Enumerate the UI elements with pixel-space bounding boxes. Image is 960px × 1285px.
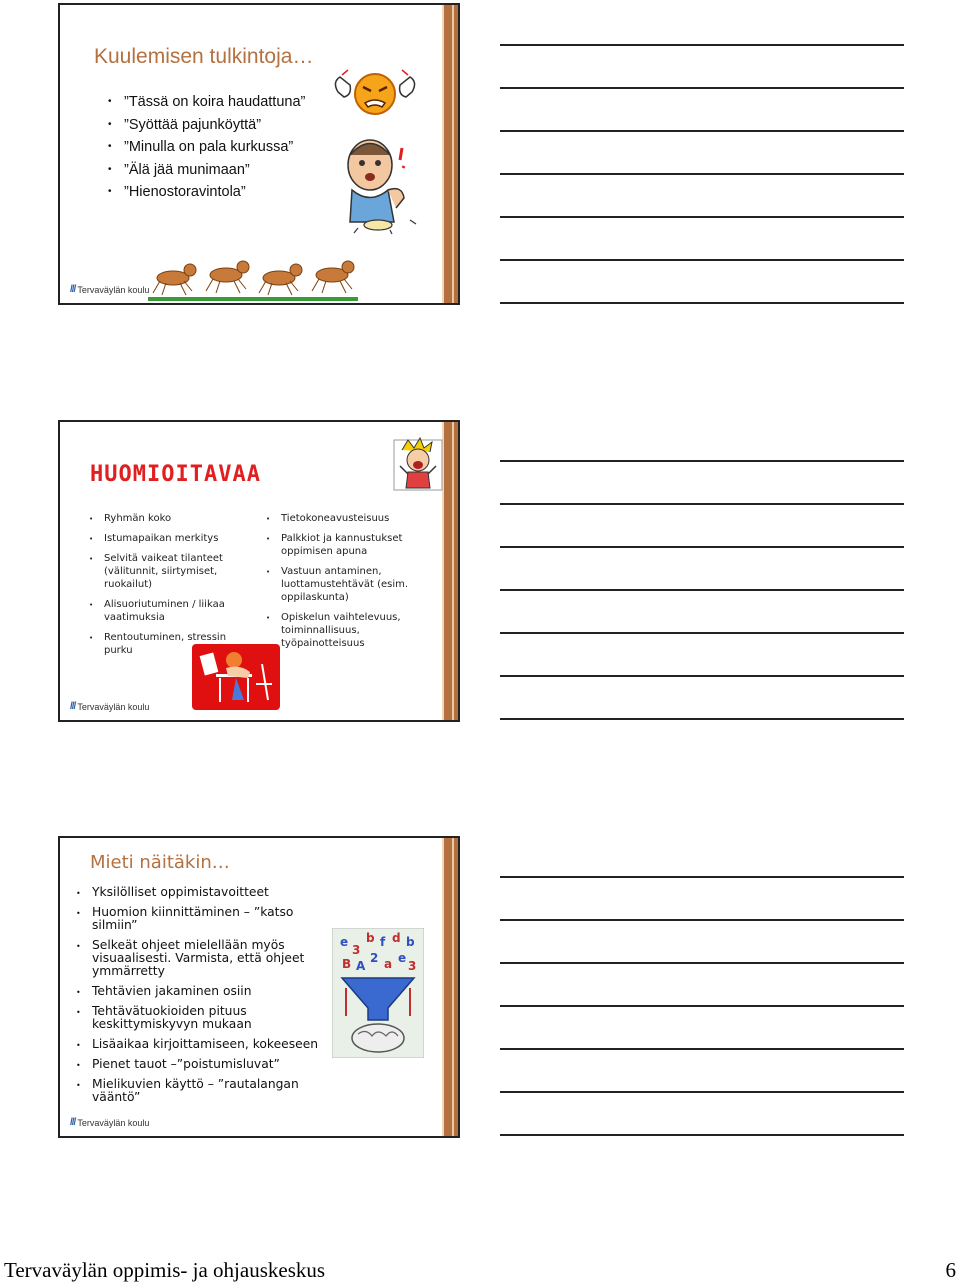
slide-stripe xyxy=(442,422,458,720)
list-item: • Alisuoriutuminen / liikaa vaatimuksia xyxy=(88,598,238,624)
svg-text:3: 3 xyxy=(408,959,417,973)
slide-2 xyxy=(58,420,460,722)
list-item: • ”Minulla on pala kurkussa” xyxy=(108,136,305,159)
list-item: • ”Syöttää pajunköyttä” xyxy=(108,114,305,137)
list-item: • Lisäaikaa kirjoittamiseen, kokeeseen xyxy=(76,1038,326,1051)
svg-text:e: e xyxy=(398,951,407,965)
list-item: • Vastuun antaminen, luottamustehtävät (esim. oppilaskunta) xyxy=(265,565,430,604)
svg-text:2: 2 xyxy=(370,951,379,965)
bullet-list xyxy=(76,886,326,1111)
svg-text:B: B xyxy=(342,957,352,971)
bullet-list xyxy=(108,91,305,204)
angry-face-illustration xyxy=(330,67,420,127)
list-item: • Rentoutuminen, stressin purku xyxy=(88,631,238,657)
slide-title: HUOMIOITAVAA xyxy=(90,462,261,487)
logo-icon: /// xyxy=(70,1117,76,1128)
list-item: • ”Älä jää munimaan” xyxy=(108,159,305,182)
svg-text:a: a xyxy=(384,957,393,971)
logo-icon: /// xyxy=(70,284,76,295)
logo-icon: /// xyxy=(70,701,76,712)
slide-1 xyxy=(58,3,460,305)
svg-text:b: b xyxy=(366,931,375,945)
funnel-brain-illustration xyxy=(332,928,424,1058)
list-item: • Tehtävien jakaminen osiin xyxy=(76,985,326,998)
list-item: • Huomion kiinnittäminen – ”katso silmiin” xyxy=(76,906,326,932)
slide-stripe xyxy=(442,5,458,303)
slide-title: Kuulemisen tulkintoja… xyxy=(94,45,314,68)
school-logo: /// Tervaväylän koulu xyxy=(70,284,150,295)
right-bullet-list xyxy=(265,512,430,657)
list-item: • Ryhmän koko xyxy=(88,512,238,525)
list-item: • ”Hienostoravintola” xyxy=(108,181,305,204)
page-number: 6 xyxy=(945,1258,956,1282)
slide-title: Mieti näitäkin… xyxy=(90,852,230,873)
left-bullet-list xyxy=(88,512,238,664)
slide-stripe xyxy=(442,838,458,1136)
school-logo: /// Tervaväylän koulu xyxy=(70,1117,150,1128)
svg-text:f: f xyxy=(380,935,386,949)
svg-text:e: e xyxy=(340,935,349,949)
surprised-man-illustration xyxy=(330,130,425,235)
stressed-student-illustration xyxy=(192,644,280,710)
list-item: • Tehtävätuokioiden pituus keskittymiskyvyn mukaan xyxy=(76,1005,287,1031)
list-item: • Selkeät ohjeet mielellään myös visuaalisesti. Varmista, että ohjeet ymmärretty xyxy=(76,939,326,978)
running-dogs-illustration xyxy=(148,253,358,303)
svg-text:d: d xyxy=(392,931,401,945)
list-item: • Yksilölliset oppimistavoitteet xyxy=(76,886,326,899)
svg-text:A: A xyxy=(356,959,366,973)
list-item: • Mielikuvien käyttö – ”rautalangan vääntö” xyxy=(76,1078,322,1104)
list-item: • Opiskelun vaihtelevuus, toiminnallisuus, työpainotteisuus xyxy=(265,611,430,650)
page-footer: Tervaväylän oppimis- ja ohjauskeskus xyxy=(4,1258,326,1282)
list-item: • Tietokoneavusteisuus xyxy=(265,512,430,525)
list-item: • Istumapaikan merkitys xyxy=(88,532,238,545)
slide-3 xyxy=(58,836,460,1138)
shouting-child-illustration xyxy=(392,436,444,492)
list-item: • Selvitä vaikeat tilanteet (välitunnit, siirtymiset, ruokailut) xyxy=(88,552,238,591)
list-item: • ”Tässä on koira haudattuna” xyxy=(108,91,305,114)
list-item: • Pienet tauot –”poistumisluvat” xyxy=(76,1058,326,1071)
svg-text:3: 3 xyxy=(352,943,361,957)
svg-text:b: b xyxy=(406,935,415,949)
list-item: • Palkkiot ja kannustukset oppimisen apuna xyxy=(265,532,430,558)
school-logo: /// Tervaväylän koulu xyxy=(70,701,150,712)
